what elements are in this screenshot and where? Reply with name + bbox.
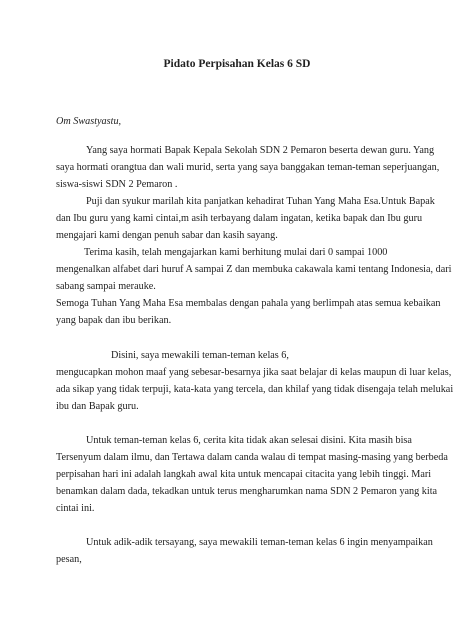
text-line: ibu dan Bapak guru. (56, 401, 139, 412)
text-line: perpisahan hari ini adalah langkah awal kita untuk mencapai citacita yang lebih tinggi. Mari (56, 469, 432, 480)
text-line: Tersenyum dalam ilmu, dan Tertawa dalam canda walau di tempat masing-masing yang berbeda (56, 452, 448, 463)
text-line: mengucapkan mohon maaf yang sebesar-besarnya jika saat belajar di kelas maupun di luar kelas, (56, 367, 452, 378)
text-line: Untuk adik-adik tersayang, saya mewakili teman-teman kelas 6 ingin menyampaikan (86, 537, 433, 548)
text-line: yang bapak dan ibu berikan. (56, 315, 172, 326)
text-line: mengenalkan alfabet dari huruf A sampai Z dan membuka cakawala kami tentang Indonesia, dari (56, 264, 452, 275)
text-line: pesan, (56, 554, 82, 565)
text-line: siswa-siswi SDN 2 Pemaron . (56, 179, 178, 190)
text-line: Semoga Tuhan Yang Maha Esa membalas dengan pahala yang berlimpah atas semua kebaikan (56, 298, 441, 309)
text-line: Puji dan syukur marilah kita panjatkan kehadirat Tuhan Yang Maha Esa.Untuk Bapak (86, 196, 435, 207)
text-line: dan Ibu guru yang kami cintai,m asih terbayang dalam ingatan, ketika bapak dan Ibu guru (56, 213, 423, 224)
text-line: mengajari kami dengan penuh sabar dan kasih sayang. (56, 230, 278, 241)
text-line: Disini, saya mewakili teman-teman kelas 6, (111, 350, 289, 361)
text-line: benamkan dalam dada, tekadkan untuk terus mengharumkan nama SDN 2 Pemaron yang kita (56, 486, 438, 497)
text-line: Untuk teman-teman kelas 6, cerita kita tidak akan selesai disini. Kita masih bisa (86, 435, 412, 446)
text-line: saya hormati orangtua dan wali murid, serta yang saya banggakan teman-teman seperjuangan, (56, 162, 440, 173)
text-line: Yang saya hormati Bapak Kepala Sekolah SDN 2 Pemaron beserta dewan guru. Yang (86, 145, 435, 156)
text-line: sabang sampai merauke. (56, 281, 156, 292)
document-title: Pidato Perpisahan Kelas 6 SD (163, 58, 311, 70)
greeting-line: Om Swastyastu, (56, 116, 122, 127)
text-line: ada sikap yang tidak terpuji, kata-kata yang tercela, dan khilaf yang tidak disengaja telah melukai (56, 384, 454, 395)
text-line: Terima kasih, telah mengajarkan kami berhitung mulai dari 0 sampai 1000 (84, 247, 388, 258)
text-line: cintai ini. (56, 503, 95, 514)
